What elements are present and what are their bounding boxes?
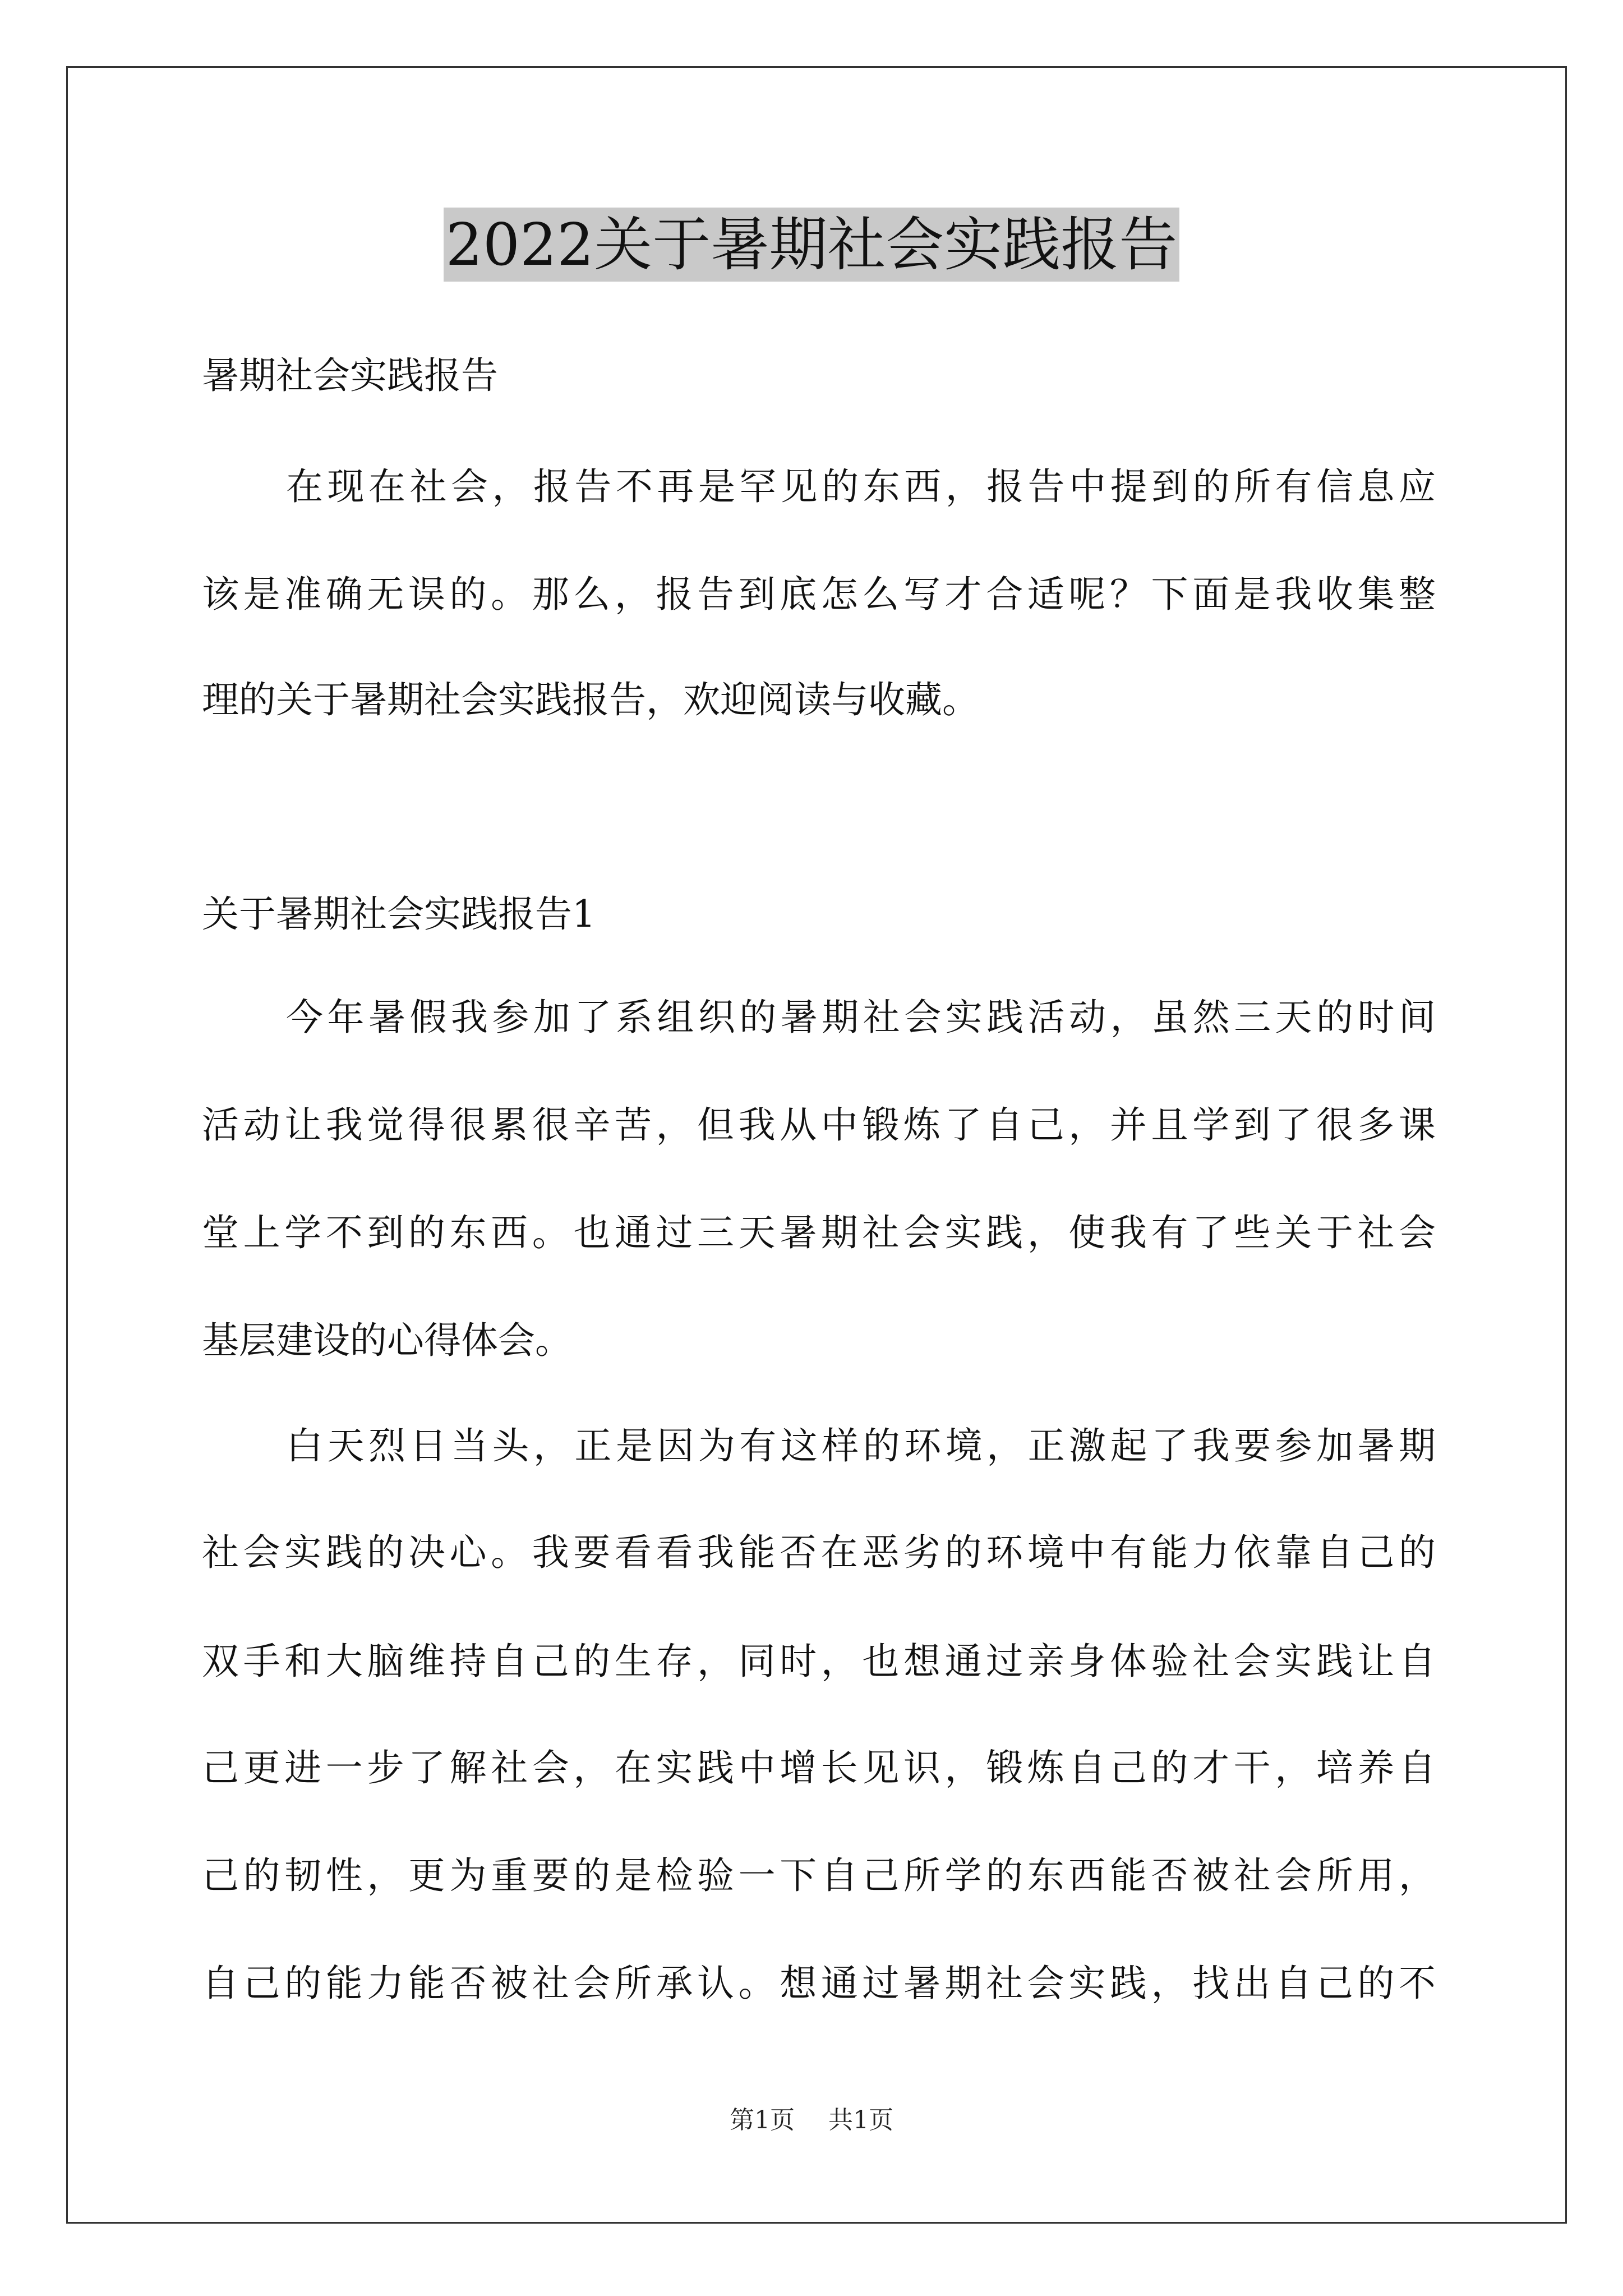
paragraph2-line: 白天烈日当头，正是因为有这样的环境，正激起了我要参加暑期	[286, 1424, 1436, 1467]
title-container	[0, 208, 1623, 282]
subtitle: 暑期社会实践报告	[202, 354, 498, 397]
paragraph1-line: 今年暑假我参加了系组织的暑期社会实践活动，虽然三天的时间	[286, 996, 1436, 1039]
intro-line: 在现在社会，报告不再是罕见的东西，报告中提到的所有信息应	[286, 465, 1436, 508]
paragraph2-line: 社会实践的决心。我要看看我能否在恶劣的环境中有能力依靠自己的	[202, 1531, 1436, 1574]
document-title: 2022关于暑期社会实践报告	[444, 208, 1180, 282]
page-number: 第1页	[730, 2106, 795, 2134]
paragraph1-line: 活动让我觉得很累很辛苦，但我从中锻炼了自己，并且学到了很多课	[202, 1103, 1436, 1147]
page-footer	[0, 2105, 1623, 2136]
page-total: 共1页	[828, 2106, 893, 2134]
paragraph2-line: 自己的能力能否被社会所承认。想通过暑期社会实践，找出自己的不	[202, 1962, 1436, 2005]
intro-line: 该是准确无误的。那么，报告到底怎么写才合适呢？下面是我收集整	[202, 573, 1436, 616]
paragraph2-line: 己的韧性，更为重要的是检验一下自己所学的东西能否被社会所用，	[202, 1854, 1436, 1897]
paragraph2-line: 己更进一步了解社会，在实践中增长见识，锻炼自己的才干，培养自	[202, 1746, 1436, 1789]
section-heading: 关于暑期社会实践报告1	[202, 892, 596, 936]
paragraph1-line: 基层建设的心得体会。	[202, 1319, 572, 1362]
intro-line: 理的关于暑期社会实践报告，欢迎阅读与收藏。	[202, 678, 979, 721]
paragraph1-line: 堂上学不到的东西。也通过三天暑期社会实践，使我有了些关于社会	[202, 1211, 1436, 1254]
paragraph2-line: 双手和大脑维持自己的生存，同时，也想通过亲身体验社会实践让自	[202, 1640, 1436, 1683]
